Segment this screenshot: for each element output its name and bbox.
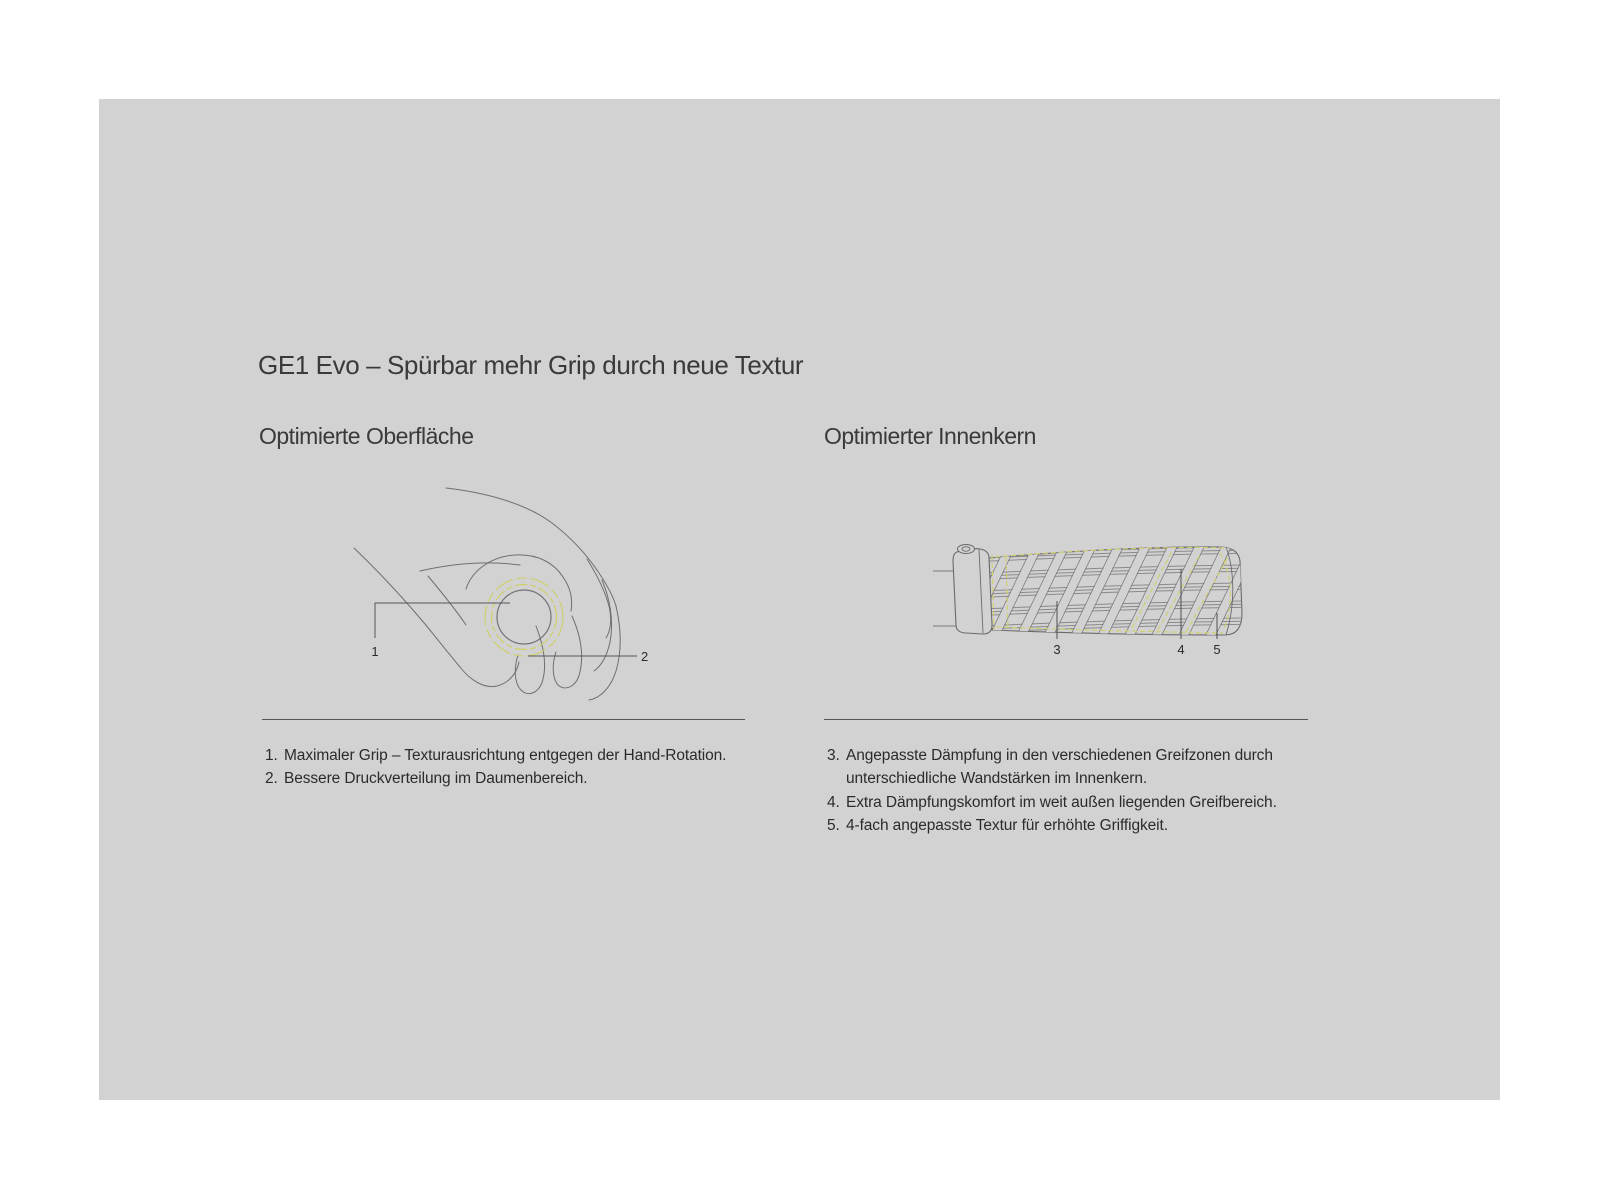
list-item-text: Angepasste Dämpfung in den verschiedenen Greifzonen durch unterschiedliche Wandstärken im Innenkern. bbox=[846, 747, 1273, 788]
list-item-number: 3. bbox=[827, 747, 840, 764]
left-divider bbox=[262, 719, 745, 720]
hand-grip-cross-section-figure bbox=[340, 458, 670, 703]
figure-label-5: 5 bbox=[1213, 642, 1221, 657]
grip-inner-core-figure bbox=[920, 533, 1320, 668]
list-item-text: 4-fach angepasste Textur für erhöhte Griffigkeit. bbox=[846, 817, 1168, 835]
texture-line bbox=[1207, 539, 1257, 643]
list-item bbox=[827, 791, 1277, 814]
right-section-heading: Optimierter Innenkern bbox=[824, 423, 1036, 449]
list-item-text: Maximaler Grip – Texturausrichtung entgegen der Hand-Rotation. bbox=[284, 747, 727, 764]
list-item bbox=[827, 814, 1277, 837]
clamp-bolt bbox=[958, 545, 975, 554]
page-title: GE1 Evo – Spürbar mehr Grip durch neue Textur bbox=[258, 350, 804, 380]
figure-label-1: 1 bbox=[371, 644, 379, 659]
list-item-number: 1. bbox=[265, 747, 278, 764]
left-section-heading: Optimierte Oberfläche bbox=[259, 423, 474, 449]
list-item bbox=[827, 744, 1277, 791]
figure-label-2: 2 bbox=[641, 649, 649, 664]
leader-line-1 bbox=[375, 603, 510, 638]
grip-cross-section-circle bbox=[497, 590, 551, 644]
list-item-text: Bessere Druckverteilung im Daumenbereich. bbox=[284, 770, 588, 788]
right-feature-list bbox=[827, 744, 1277, 838]
left-feature-list bbox=[265, 744, 726, 791]
list-item bbox=[265, 767, 726, 790]
grip-clamp bbox=[953, 545, 992, 635]
hand-outline bbox=[354, 488, 620, 700]
list-item-number: 4. bbox=[827, 793, 840, 811]
right-divider bbox=[824, 719, 1308, 720]
texture-ring-inner bbox=[492, 585, 557, 650]
slide-page bbox=[99, 99, 1500, 1100]
list-item-text: Extra Dämpfungskomfort im weit außen liegenden Greifbereich. bbox=[846, 793, 1277, 811]
list-item bbox=[265, 744, 726, 767]
texture-line bbox=[1202, 539, 1252, 643]
figure-label-4: 4 bbox=[1177, 642, 1185, 657]
list-item-number: 2. bbox=[265, 770, 278, 788]
figure-label-3: 3 bbox=[1053, 642, 1061, 657]
list-item-number: 5. bbox=[827, 817, 840, 835]
